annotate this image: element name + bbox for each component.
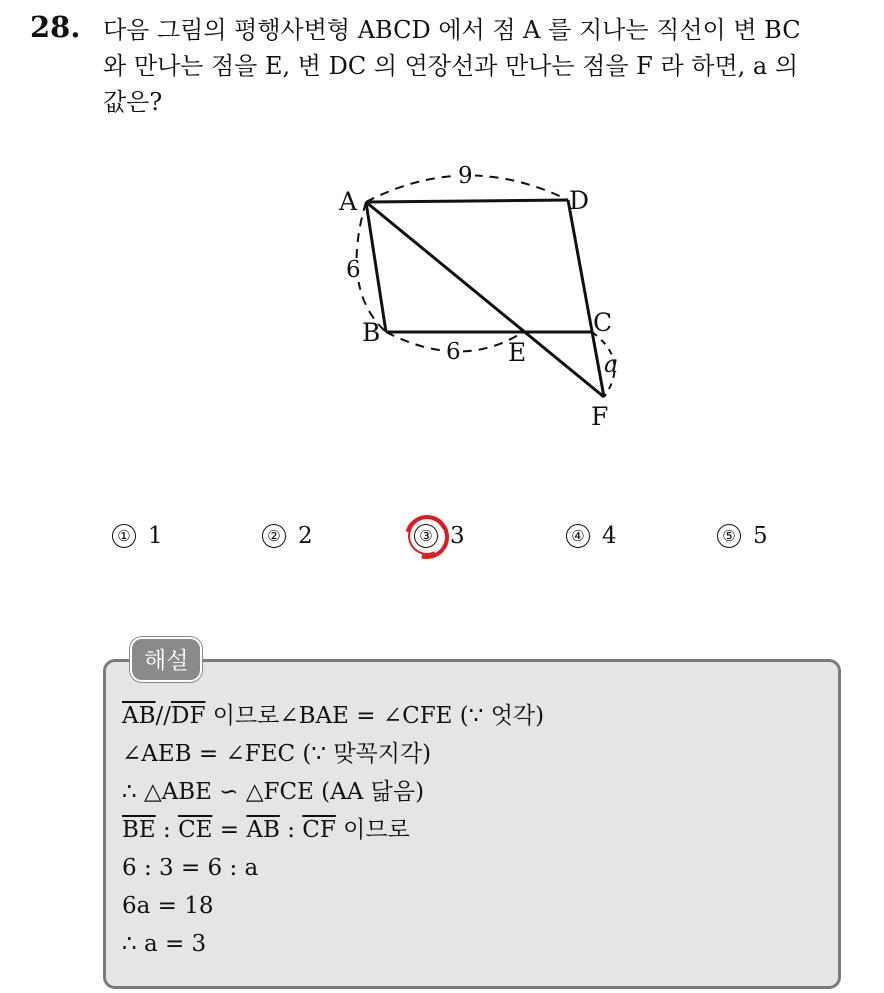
solution-line-7: ∴ a = 3 [122, 931, 207, 957]
point-a: A [339, 187, 358, 216]
solution-line-6: 6a = 18 [122, 893, 214, 919]
choice-2[interactable] [262, 523, 313, 549]
choice-value: 4 [602, 523, 617, 549]
segment-be: $\overline{BE}$ [122, 817, 156, 843]
equals-sign: = [212, 817, 247, 843]
label-ad-length: 9 [458, 163, 473, 189]
diagram-svg [320, 150, 640, 440]
ratio-colon: : [279, 817, 303, 843]
solution-line-1-rest: 이므로∠BAE = ∠CFE (∵ 엇각) [205, 703, 545, 729]
label-be-length: 6 [446, 339, 461, 365]
point-d: D [569, 186, 590, 215]
choice-1[interactable] [112, 523, 163, 549]
choice-4[interactable] [566, 523, 617, 549]
choice-value: 3 [450, 523, 465, 549]
line-df [568, 200, 604, 397]
point-f: F [591, 402, 609, 431]
choice-value: 5 [753, 523, 768, 549]
label-ab-length: 6 [346, 257, 361, 283]
solution-line-4 [122, 811, 544, 849]
line-af [366, 202, 604, 397]
side-ad [366, 200, 568, 202]
point-b: B [362, 318, 381, 347]
segment-ab-2: $\overline{AB}$ [246, 817, 280, 843]
solution-line-1 [122, 697, 544, 735]
point-c: C [593, 308, 613, 337]
point-e: E [508, 338, 527, 367]
choice-number: ③ [414, 524, 438, 548]
question-text [103, 12, 863, 120]
choice-5[interactable] [717, 523, 768, 549]
question-line-2: 와 만나는 점을 E, 변 DC 의 연장선과 만나는 점을 F 라 하면, a 의 [103, 52, 799, 80]
segment-ab: $\overline{AB}$ [122, 703, 156, 729]
solution-content [122, 697, 544, 963]
solution-line-2: ∠AEB = ∠FEC (∵ 맞꼭지각) [122, 741, 432, 767]
choice-number: ① [112, 524, 136, 548]
choice-number: ② [262, 524, 286, 548]
question-line-1: 다음 그림의 평행사변형 ABCD 에서 점 A 를 지나는 직선이 변 BC [103, 16, 801, 44]
question-line-3: 값은? [103, 88, 163, 116]
parallelogram-diagram [320, 150, 640, 444]
solution-line-4-rest: 이므로 [335, 817, 410, 843]
solution-badge: 해설 [130, 637, 202, 682]
choice-value: 2 [298, 523, 313, 549]
choice-3[interactable] [414, 523, 465, 549]
answer-choices [0, 523, 884, 563]
segment-ce: $\overline{CE}$ [178, 817, 213, 843]
segment-df: $\overline{DF}$ [171, 703, 206, 729]
parallel-symbol: // [155, 703, 172, 729]
label-cf-length: a [604, 350, 619, 378]
choice-number: ④ [566, 524, 590, 548]
choice-value: 1 [148, 523, 163, 549]
ratio-colon: : [155, 817, 179, 843]
solution-line-3: ∴ △ABE ∽ △FCE (AA 닮음) [122, 779, 425, 805]
question-number: 28. [30, 10, 81, 44]
segment-cf: $\overline{CF}$ [302, 817, 336, 843]
choice-number: ⑤ [717, 524, 741, 548]
solution-line-5: 6 : 3 = 6 : a [122, 855, 259, 881]
answer-circle-mark-inner [403, 512, 452, 561]
